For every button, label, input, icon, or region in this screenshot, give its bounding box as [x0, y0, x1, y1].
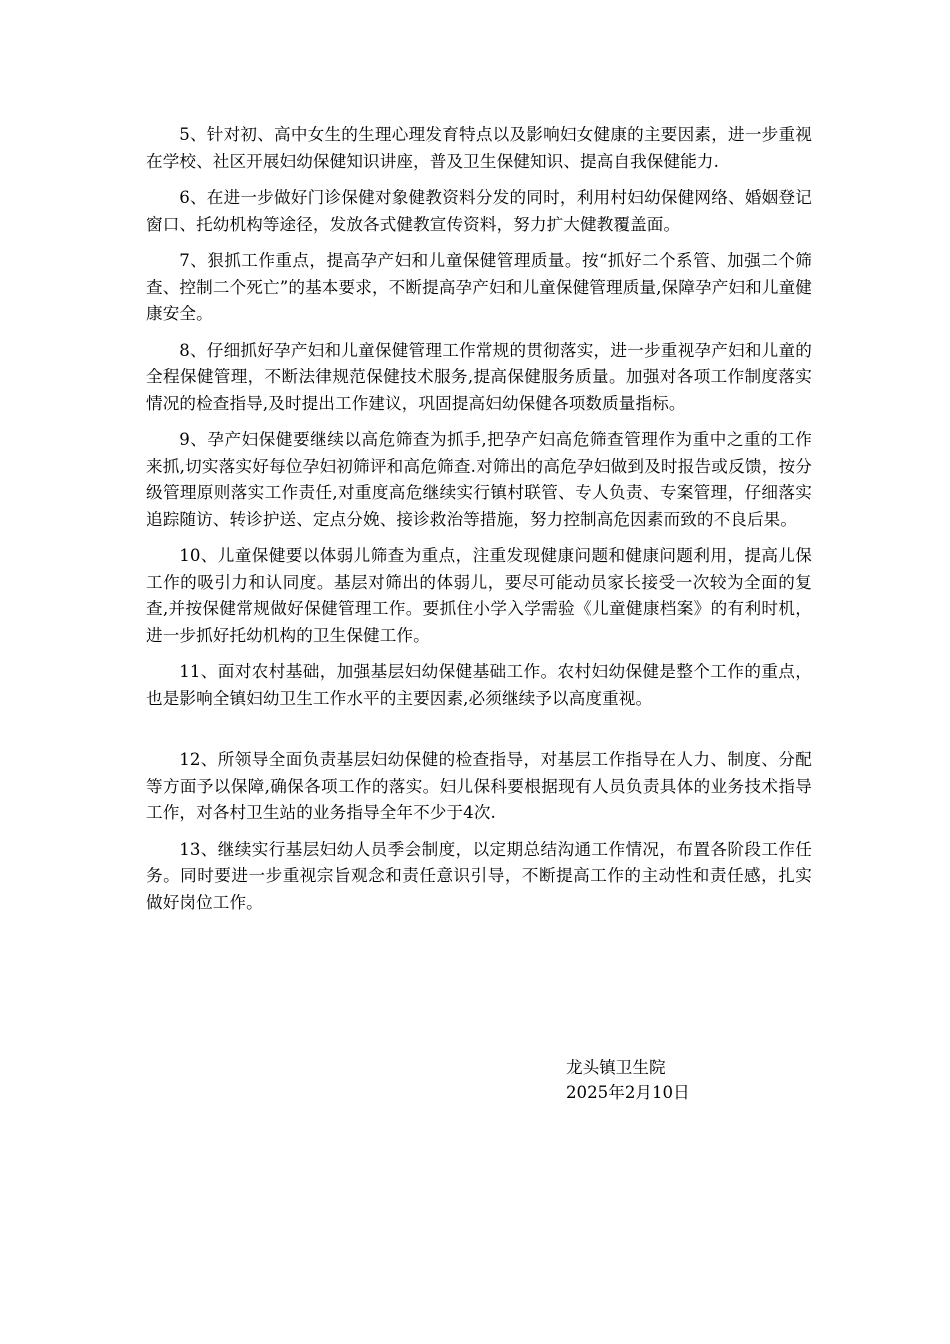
paragraph-13: 13、继续实行基层妇幼人员季会制度，以定期总结沟通工作情况，布置各阶段工作任务。同时要进一步重视宗旨观念和责任意识引导，不断提高工作的主动性和责任感，扎实做好岗位工作。: [146, 839, 812, 912]
paragraph-12: 12、所领导全面负责基层妇幼保健的检查指导，对基层工作指导在人力、制度、分配等方面予以保障,确保各项工作的落实。妇儿保科要根据现有人员负责具体的业务技术指导工作，对各村卫生站的业务指导全年不少于4次.: [146, 750, 812, 822]
paragraph-8: 8、仔细抓好孕产妇和儿童保健管理工作常规的贯彻落实，进一步重视孕产妇和儿童的全程保健管理，不断法律规范保健技术服务,提高保健服务质量。加强对各项工作制度落实情况的检查指导,及时提出工作建议，巩固提高妇幼保健各项数质量指标。: [146, 340, 812, 413]
paragraph-7: 7、狠抓工作重点，提高孕产妇和儿童保健管理质量。按“抓好二个系管、加强二个筛查、控制二个死亡”的基本要求，不断提高孕产妇和儿童保健管理质量,保障孕产妇和儿童健康安全。: [146, 251, 812, 323]
signature-block: [566, 1055, 816, 1105]
signature-date: 2025年2月10日: [566, 1083, 690, 1102]
signature-organization: 龙头镇卫生院: [566, 1058, 666, 1077]
paragraph-5: 5、针对初、高中女生的生理心理发育特点以及影响妇女健康的主要因素，进一步重视在学校、社区开展妇幼保健知识讲座，普及卫生保健知识、提高自我保健能力.: [146, 125, 812, 171]
paragraph-9: 9、孕产妇保健要继续以高危筛查为抓手,把孕产妇高危筛查管理作为重中之重的工作来抓,切实落实好每位孕妇初筛评和高危筛查.对筛出的高危孕妇做到及时报告或反馈，按分级管理原则落实工作责任,对重度高危继续实行镇村联管、专人负责、专案管理，仔细落实追踪随访、转诊护送、定点分娩、接诊救治等措施，努力控制高危因素而致的不良后果。: [146, 430, 812, 529]
paragraph-6: 6、在进一步做好门诊保健对象健教资料分发的同时，利用村妇幼保健网络、婚姻登记窗口、托幼机构等途径，发放各式健教宣传资料，努力扩大健教覆盖面。: [146, 188, 812, 234]
paragraph-10: 10、儿童保健要以体弱儿筛查为重点，注重发现健康问题和健康问题利用，提高儿保工作的吸引力和认同度。基层对筛出的体弱儿，要尽可能动员家长接受一次较为全面的复查,并按保健常规做好保健管理工作。要抓住小学入学需验《儿童健康档案》的有利时机，进一步抓好托幼机构的卫生保健工作。: [146, 546, 812, 645]
document-body: [146, 122, 812, 916]
paragraph-11: 11、面对农村基础，加强基层妇幼保健基础工作。农村妇幼保健是整个工作的重点，也是影响全镇妇幼卫生工作水平的主要因素,必须继续予以高度重视。: [146, 662, 812, 708]
